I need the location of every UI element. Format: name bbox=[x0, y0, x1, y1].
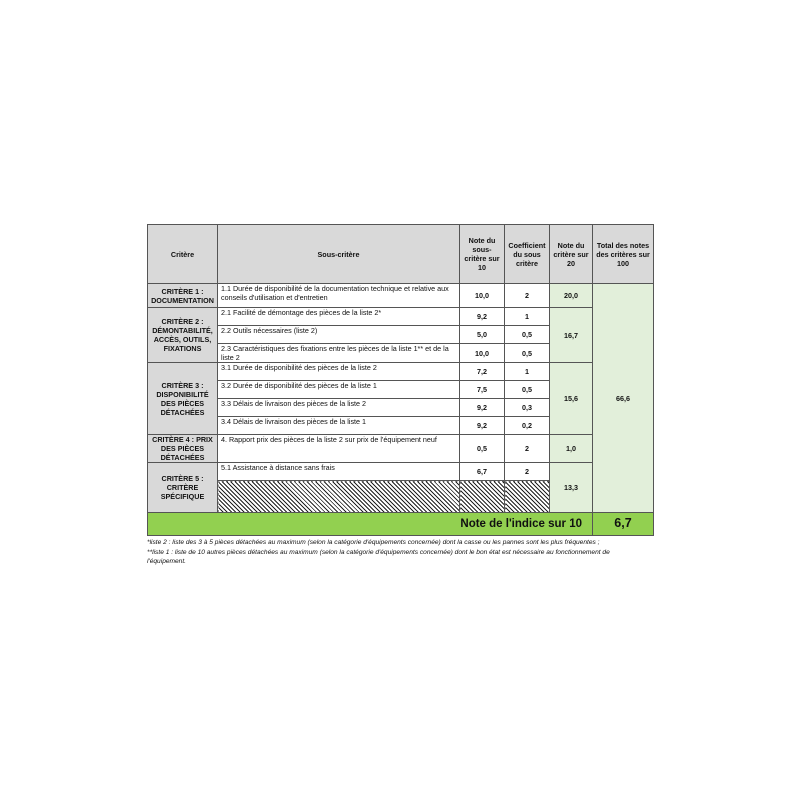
header-row bbox=[148, 225, 654, 284]
sub-criterion-coefficient: 2 bbox=[505, 435, 550, 463]
summary-label: Note de l'indice sur 10 bbox=[148, 513, 593, 536]
sub-criterion-label: 3.3 Délais de livraison des pièces de la liste 2 bbox=[218, 399, 460, 417]
sub-criterion-coefficient: 2 bbox=[505, 284, 550, 308]
criterion-1-score: 20,0 bbox=[550, 284, 593, 308]
sub-criterion-note: 6,7 bbox=[460, 463, 505, 481]
sub-criterion-label: 5.1 Assistance à distance sans frais bbox=[218, 463, 460, 481]
header-note-critere: Note du critère sur 20 bbox=[550, 225, 593, 284]
header-critere: Critère bbox=[148, 225, 218, 284]
header-coefficient: Coefficient du sous critère bbox=[505, 225, 550, 284]
sub-criterion-note: 7,5 bbox=[460, 381, 505, 399]
header-note-sous-critere: Note du sous-critère sur 10 bbox=[460, 225, 505, 284]
sub-criterion-note: 10,0 bbox=[460, 284, 505, 308]
sub-criterion-note: 7,2 bbox=[460, 363, 505, 381]
hatched-empty-cell bbox=[218, 481, 460, 513]
sub-criterion-note: 5,0 bbox=[460, 326, 505, 344]
sub-criterion-label: 2.3 Caractéristiques des fixations entre les pièces de la liste 1** et de la liste 2 bbox=[218, 344, 460, 363]
footnote-liste-1: **liste 1 : liste de 10 autres pièces détachées au maximum (selon la catégorie d'équipements concernée) dont le bon état est nécessaire au fonctionnement de l'équipement. bbox=[147, 548, 610, 566]
repairability-index-sheet bbox=[147, 224, 653, 567]
sub-criterion-coefficient: 2 bbox=[505, 463, 550, 481]
table-row bbox=[148, 463, 654, 481]
header-total: Total des notes des critères sur 100 bbox=[593, 225, 654, 284]
table-row bbox=[148, 363, 654, 381]
sub-criterion-label: 1.1 Durée de disponibilité de la documentation technique et relative aux conseils d'utilisation et d'entretien bbox=[218, 284, 460, 308]
sub-criterion-label: 3.1 Durée de disponibilité des pièces de la liste 2 bbox=[218, 363, 460, 381]
sub-criterion-label: 3.2 Durée de disponibilité des pièces de la liste 1 bbox=[218, 381, 460, 399]
criterion-3-label: CRITÈRE 3 : DISPONIBILITÉ DES PIÈCES DÉTACHÉES bbox=[148, 363, 218, 435]
header-sous-critere: Sous-critère bbox=[218, 225, 460, 284]
sub-criterion-label: 4. Rapport prix des pièces de la liste 2 sur prix de l'équipement neuf bbox=[218, 435, 460, 463]
criterion-2-label: CRITÈRE 2 : DÉMONTABILITÉ, ACCÈS, OUTILS, FIXATIONS bbox=[148, 308, 218, 363]
table-row bbox=[148, 308, 654, 326]
criterion-4-score: 1,0 bbox=[550, 435, 593, 463]
summary-row bbox=[148, 513, 654, 536]
sub-criterion-note: 9,2 bbox=[460, 417, 505, 435]
hatched-empty-cell bbox=[505, 481, 550, 513]
sub-criterion-coefficient: 0,2 bbox=[505, 417, 550, 435]
footnotes bbox=[147, 538, 627, 567]
criterion-3-score: 15,6 bbox=[550, 363, 593, 435]
sub-criterion-note: 9,2 bbox=[460, 399, 505, 417]
criterion-2-score: 16,7 bbox=[550, 308, 593, 363]
sub-criterion-note: 10,0 bbox=[460, 344, 505, 363]
hatched-empty-cell bbox=[460, 481, 505, 513]
criterion-1-label: CRITÈRE 1 : DOCUMENTATION bbox=[148, 284, 218, 308]
sub-criterion-note: 9,2 bbox=[460, 308, 505, 326]
footnote-liste-2: *liste 2 : liste des 3 à 5 pièces détachées au maximum (selon la catégorie d'équipements concernée) dont la casse ou les pannes sont les plus fréquentes ; bbox=[147, 539, 600, 546]
sub-criterion-note: 0,5 bbox=[460, 435, 505, 463]
sub-criterion-coefficient: 0,5 bbox=[505, 381, 550, 399]
total-score-100: 66,6 bbox=[593, 284, 654, 513]
sub-criterion-coefficient: 1 bbox=[505, 363, 550, 381]
sub-criterion-coefficient: 0,5 bbox=[505, 326, 550, 344]
sub-criterion-coefficient: 1 bbox=[505, 308, 550, 326]
table-row bbox=[148, 284, 654, 308]
sub-criterion-label: 3.4 Délais de livraison des pièces de la liste 1 bbox=[218, 417, 460, 435]
criterion-5-label: CRITÈRE 5 : CRITÈRE SPÉCIFIQUE bbox=[148, 463, 218, 513]
summary-value: 6,7 bbox=[593, 513, 654, 536]
criterion-4-label: CRITÈRE 4 : PRIX DES PIÈCES DÉTACHÉES bbox=[148, 435, 218, 463]
table-row bbox=[148, 435, 654, 463]
sub-criterion-coefficient: 0,3 bbox=[505, 399, 550, 417]
sub-criterion-label: 2.2 Outils nécessaires (liste 2) bbox=[218, 326, 460, 344]
sub-criterion-label: 2.1 Facilité de démontage des pièces de la liste 2* bbox=[218, 308, 460, 326]
criterion-5-score: 13,3 bbox=[550, 463, 593, 513]
sub-criterion-coefficient: 0,5 bbox=[505, 344, 550, 363]
score-table bbox=[147, 224, 654, 536]
